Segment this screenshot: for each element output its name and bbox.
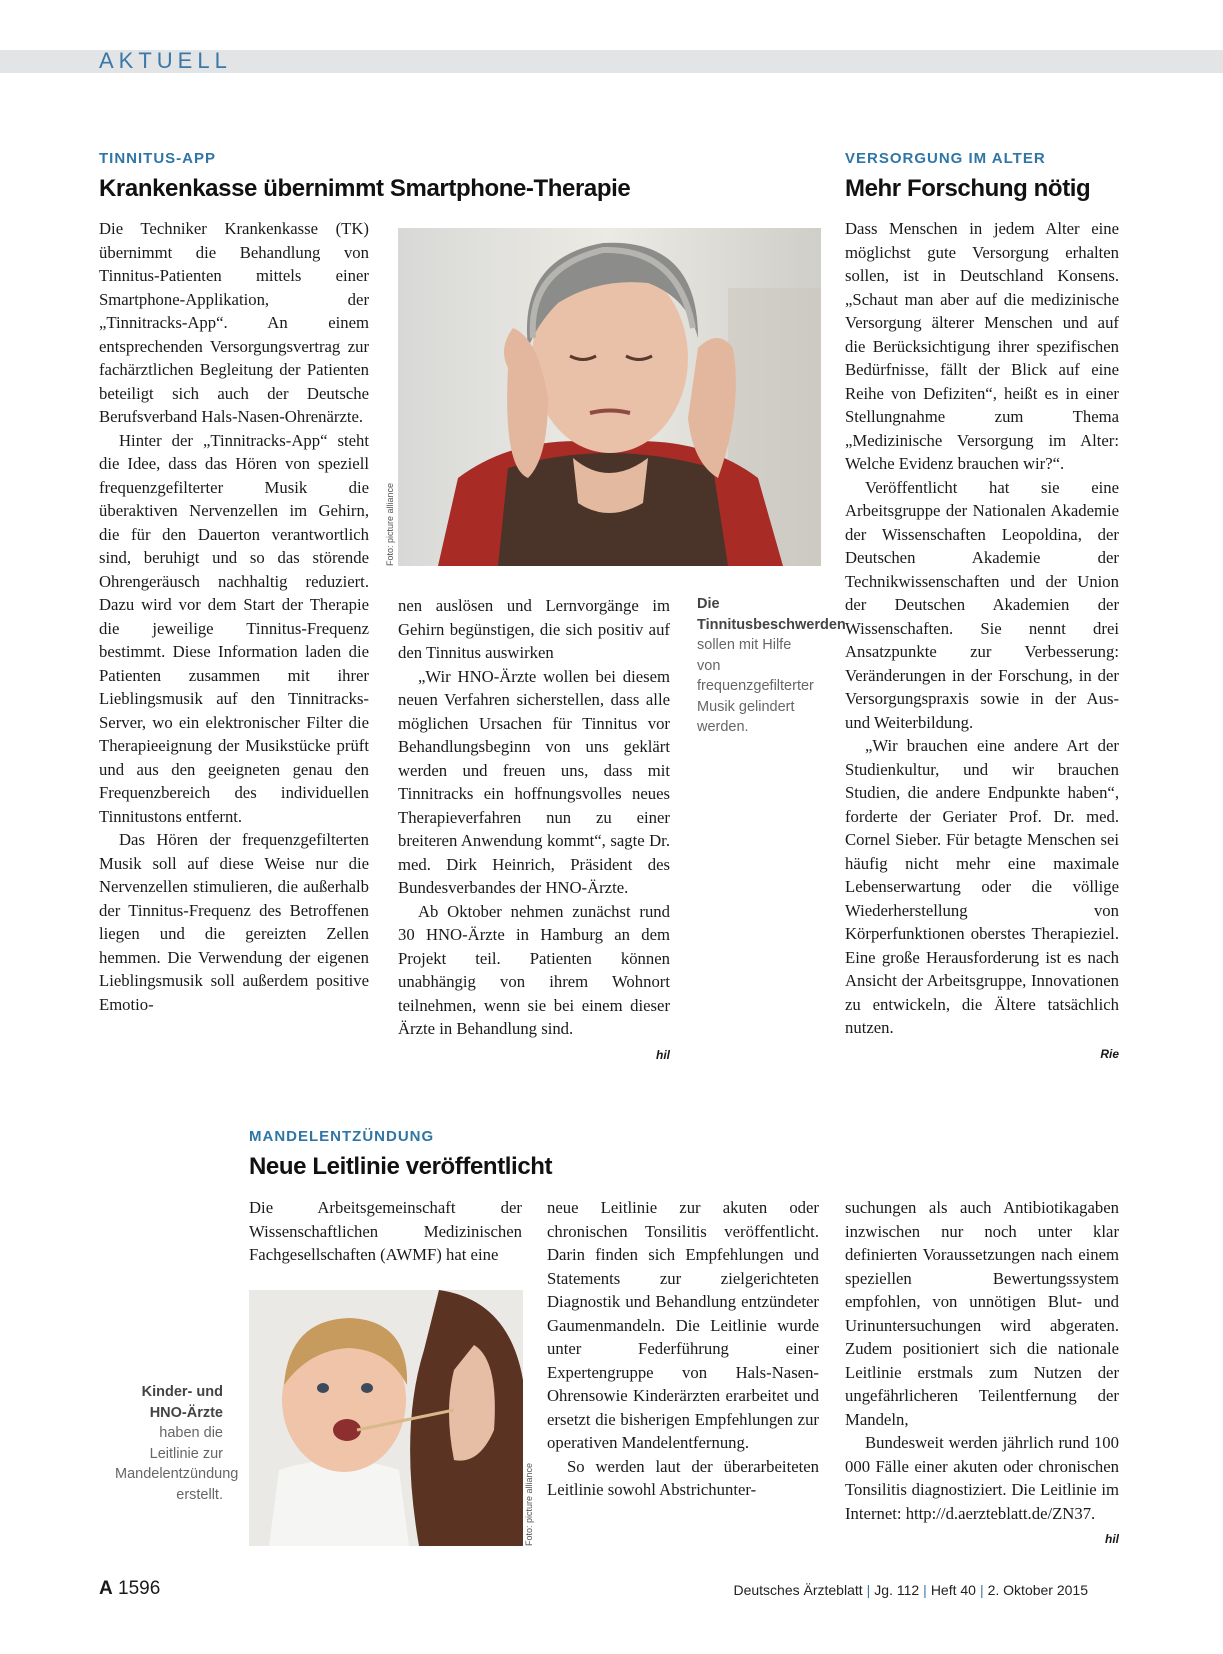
paragraph: Hinter der „Tinnitracks-App“ steht die Idee, dass das Hören von speziell frequenzgefilterter Musik die überaktiven Nervenzellen im Gehirn, die für den Dauerton verantwortlich sind, beruhigt und so das störende Ohrengeräusch nachhaltig reduziert. Dazu wird vor dem Start der Therapie die jeweilige Tinnitus-Frequenz bestimmt. Diese Information laden die Patienten zusammen mit ihrer Lieblingsmusik auf den Tinnitracks-Server, wo ein elektronischer Filter die Therapieeignung der Musikstücke prüft und aus den geeigneten genau den Frequenzbereich des individuellen Tinnitustons entfernt. [99, 430, 369, 826]
page-prefix: A [99, 1578, 113, 1599]
paragraph: Die Techniker Krankenkasse (TK) übernimmt die Behandlung von Tinnitus-Patienten mittels einer Smartphone-Applikation, der „Tinnitracks-App“. An einem entsprechenden Versorgungsvertrag zur fachärztlichen Begleitung der Patienten beteiligt sich auch der Deutsche Berufsverband Hals-Nasen-Ohrenärzte. [99, 219, 369, 426]
paragraph: Veröffentlicht hat sie eine Arbeitsgruppe der Nationalen Akademie der Wissenschaften Leopoldina, der Deutschen Akademie der Technikwissenschaften und der Union der Deutschen Akademien der Wissenschaften. Sie nennt drei Ansatzpunkte zur Verbesserung: Veränderungen in der Forschung, in der Versorgungspraxis sowie in der Aus- und Weiterbildung. [845, 477, 1119, 732]
article3-headline: Neue Leitlinie veröffentlicht [249, 1153, 553, 1180]
paragraph: Dass Menschen in jedem Alter eine möglichst gute Versorgung erhalten sollen, ist in Deutschland Konsens. „Schaut man aber auf die medizinische Versorgung älterer Menschen und auf die Berücksichtigung ihrer spezifischen Bedürfnisse, fällt der Blick auf eine Reihe von Defiziten“, heißt es in einer Stellungnahme zum Thema „Medizinische Versorgung im Alter: Welche Evidenz brauchen wir?“. [845, 219, 1119, 473]
article1-column-1 [99, 217, 369, 1016]
photo-caption [697, 594, 846, 738]
caption-text: sollen mit Hilfe von frequenzgefilterter Musik gelindert werden. [697, 637, 814, 735]
journal-date: 2. Oktober 2015 [987, 1582, 1088, 1598]
author-signature: hil [656, 1047, 670, 1062]
article2-headline: Mehr Forschung nötig [845, 175, 1091, 202]
photo-credit: Foto: picture alliance [524, 1462, 534, 1546]
tonsil-exam-photo [249, 1290, 523, 1546]
page-number-value: 1596 [118, 1578, 161, 1599]
paragraph: „Wir HNO-Ärzte wollen bei diesem neuen Verfahren sicherstellen, dass alle möglichen Ursachen für Tinnitus vor Behandlungsbeginn von uns geklärt werden und freuen uns, dass mit Tinnitracks ein hoffnungsvolles neues Therapieverfahren nun zu einer breiteren Anwendung kommt“, sagte Dr. med. Dirk Heinrich, Präsident des Bundesverbandes der HNO-Ärzte. [398, 666, 670, 897]
paragraph: nen auslösen und Lernvorgänge im Gehirn begünstigen, die sich positiv auf den Tinnitus auswirken [398, 596, 670, 662]
article3-column-2 [547, 1196, 819, 1502]
article3-column-1 [249, 1196, 522, 1267]
photo-caption [115, 1382, 239, 1505]
paragraph: Das Hören der frequenzgefilterten Musik soll auf diese Weise nur die Nervenzellen stimulieren, die außerhalb der Tinnitus-Frequenz des Betroffenen liegen und die gereizten Zellen hemmen. Die Verwendung der eigenen Lieblingsmusik soll außerdem positive Emotio- [99, 830, 369, 1014]
article1-column-2 [398, 594, 670, 1067]
article1-kicker: TINNITUS-APP [99, 150, 216, 167]
article1-headline: Krankenkasse übernimmt Smartphone-Therapie [99, 175, 631, 202]
journal-volume: Jg. 112 [874, 1582, 920, 1598]
paragraph: Bundesweit werden jährlich rund 100 000 Fälle einer akuten oder chronischen Tonsilitis diagnostiziert. Die Leitlinie im Internet: http://d.aerzteblatt.de/ZN37. [845, 1433, 1119, 1523]
section-label: AKTUELL [99, 48, 232, 73]
article3-kicker: MANDELENTZÜNDUNG [249, 1128, 435, 1145]
photo-credit: Foto: picture alliance [385, 482, 395, 566]
journal-info: Deutsches Ärzteblatt | Jg. 112 | Heft 40 | 2. Oktober 2015 [733, 1582, 1088, 1598]
caption-bold: Kinder- und HNO-Ärzte [141, 1384, 223, 1421]
paragraph: So werden laut der überarbeiteten Leitlinie sowohl Abstrichunter- [547, 1456, 819, 1499]
paragraph: „Wir brauchen eine andere Art der Studienkultur, und wir brauchen Studien, die andere Endpunkte haben“, forderte der Geriater Prof. Dr. med. Cornel Sieber. Für betagte Menschen sei häufig nicht mehr eine maximale Lebenserwartung oder die völlige Wiederherstellung von Körperfunktionen oberstes Therapieziel. Eine große Herausforderung ist es nach Ansicht der Arbeitsgruppe, Innovationen zu entwickeln, die Ältere tatsächlich nutzen. [845, 736, 1119, 1037]
paragraph: Ab Oktober nehmen zunächst rund 30 HNO-Ärzte in Hamburg an dem Projekt teil. Patienten können unabhängig von ihrem Wohnort teilnehmen, wenn sie bei einem dieser Ärzte in Behandlung sind. [398, 901, 670, 1038]
journal-issue: Heft 40 [930, 1582, 976, 1598]
author-signature: Rie [1100, 1046, 1119, 1061]
tinnitus-photo [398, 228, 821, 566]
article3-column-3 [845, 1196, 1119, 1552]
article2-column [845, 217, 1119, 1066]
article2-kicker: VERSORGUNG IM ALTER [845, 150, 1046, 167]
journal-name: Deutsches Ärzteblatt [733, 1582, 863, 1598]
page-number [99, 1578, 160, 1600]
caption-bold: Die Tinnitusbeschwerden [697, 596, 846, 633]
paragraph: neue Leitlinie zur akuten oder chronischen Tonsilitis veröffentlicht. Darin finden sich Empfehlungen und Statements zur zielgerichteten Diagnostik und Behandlung entzündeter Gaumenmandeln. Die Leitlinie wurde unter Federführung einer Expertengruppe von Hals-Nasen-Ohrensowie Kinderärzten erarbeitet und ersetzt die bisherigen Empfehlungen zur operativen Mandelentfernung. [547, 1198, 819, 1452]
paragraph: Die Arbeitsgemeinschaft der Wissenschaftlichen Medizinischen Fachgesellschaften (AWMF) hat eine [249, 1198, 522, 1264]
author-signature: hil [1105, 1532, 1119, 1546]
paragraph: suchungen als auch Antibiotikagaben inzwischen nur noch unter klar definierten Voraussetzungen nach einem speziellen Bewertungssystem empfohlen, von unnötigen Blut- und Urinuntersuchungen wird abgeraten. Zudem positioniert sich die nationale Leitlinie erstmals zum Nutzen der ungefährlicheren Teilentfernung der Mandeln, [845, 1198, 1119, 1429]
caption-text: haben die Leitlinie zur Mandelentzündung erstellt. [115, 1425, 239, 1503]
